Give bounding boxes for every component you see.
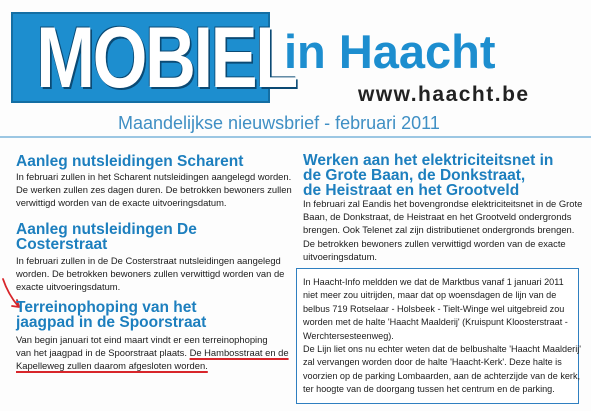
body-line: brengen. Ook Telenet zal zijn distributienet ondergronds brengen. [303, 224, 575, 236]
body-line: De werken zullen zes dagen duren. De betrokken bewoners zullen [16, 184, 292, 196]
article-jaagpad-title [16, 300, 206, 330]
masthead-divider [0, 136, 591, 138]
masthead-subtitle: Maandelijkse nieuwsbrief - februari 2011 [118, 113, 440, 133]
masthead-logo [11, 10, 296, 106]
article-costerstraat-title [16, 222, 197, 252]
body-line: De Lijn liet ons nu echter weten dat de belbushalte 'Haacht Maalderij' [303, 344, 581, 355]
title-line: Costerstraat [16, 236, 108, 253]
body-line: zal vervangen worden door de halte 'Haacht-Kerk'. Deze halte is [303, 357, 562, 368]
body-line: exacte uitvoeringsdatum. [16, 281, 121, 293]
body-text: van het jaagpad in de Spoorstraat plaats. [16, 347, 187, 359]
article-elektriciteit-title [303, 153, 553, 198]
masthead-url[interactable]: www.haacht.be [358, 83, 530, 106]
masthead-logo-word: MOBIEL [36, 10, 296, 106]
article-marktbus-body [303, 276, 581, 397]
title-line: de Grote Baan, de Donkstraat, [303, 167, 526, 184]
title-line: Aanleg nutsleidingen De [16, 221, 197, 238]
body-line: De betrokken bewoners zullen verwittigd worden van de exacte [303, 237, 566, 249]
title-line: Werken aan het elektriciteitsnet in [303, 152, 554, 169]
body-line: voorzien op de parking Lombaarden, aan de achterzijde van de kerk, [303, 370, 581, 381]
article-costerstraat-body [16, 254, 284, 294]
body-line: worden met de halte 'Haacht Maalderij' (Kruispunt Kloosterstraat - [303, 317, 568, 328]
highlighted-text: Kapelleweg zullen daarom afgesloten worden. [16, 360, 208, 372]
title-line: de Heistraat en het Grootveld [303, 182, 520, 199]
body-line: In Haacht-Info meldden we dat de Marktbus vanaf 1 januari 2011 [303, 277, 564, 287]
body-line: verwittigd worden van de exacte uitvoeringsdatum. [16, 197, 227, 209]
body-line: In februari zal Eandis het bovengrondse elektriciteitsnet in de Grote [303, 198, 583, 209]
title-line: jaagpad in de Spoorstraat [16, 314, 207, 331]
body-line: worden. De betrokken bewoners zullen verwittigd worden van de [16, 268, 285, 280]
article-elektriciteit-body [303, 197, 582, 263]
title-line: Terreinophoping van het [16, 299, 197, 316]
body-line: ter hoogte van de doorgang tussen het centrum en de parking. [303, 384, 555, 395]
article-scharent-body [16, 170, 292, 210]
highlighted-text: De Hambosstraat en de [189, 347, 289, 359]
body-line: In februari zullen in het Scharent nutsleidingen aangelegd worden. [16, 171, 292, 182]
body-line: Werchtersesteenweg). [303, 330, 394, 341]
body-line: Van begin januari tot eind maart vindt er een terreinophoping [16, 334, 268, 345]
masthead-place: in Haacht [284, 25, 496, 78]
body-line: belbus 719 Rotselaar - Holsbeek - Tielt-Winge wel uitgebreid zou [303, 303, 565, 314]
body-line: Baan, de Donkstraat, de Heistraat en het Grootveld ondergronds [303, 211, 572, 223]
body-line: niet meer zou uitrijden, maar dat op woensdagen de lijn van de [303, 290, 557, 301]
article-scharent-title: Aanleg nutsleidingen Scharent [16, 153, 244, 170]
body-line: In februari zullen in de De Costerstraat nutsleidingen aangelegd [16, 255, 281, 266]
body-line: uitvoeringsdatum. [303, 250, 377, 262]
article-jaagpad-body [16, 333, 289, 373]
body-line-mixed [16, 346, 289, 359]
